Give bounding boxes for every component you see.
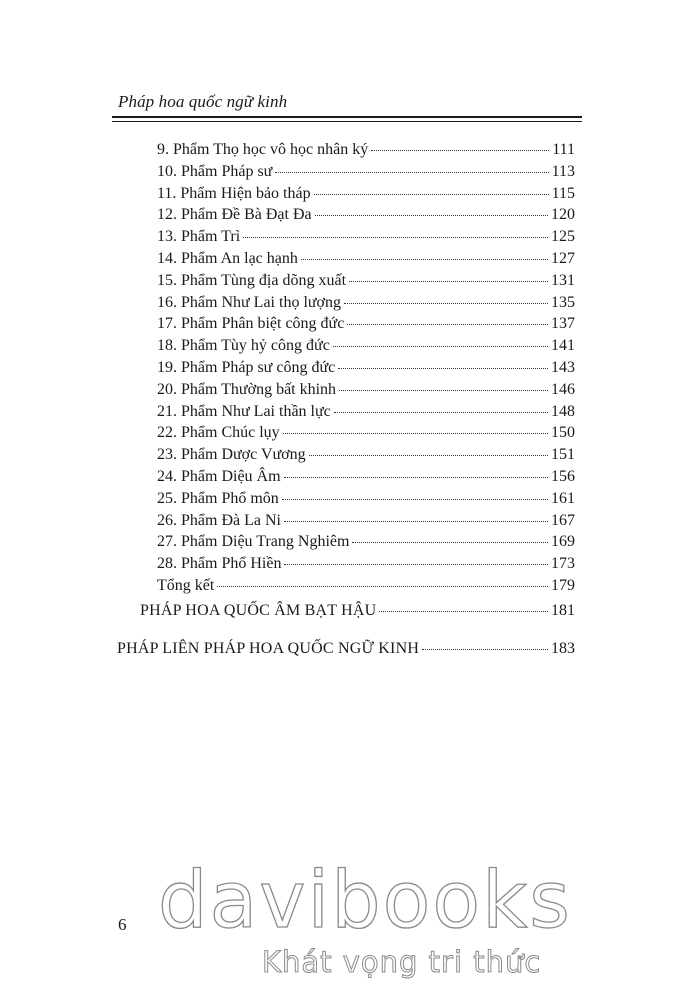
toc-entry (157, 424, 575, 446)
toc-entry (157, 315, 575, 337)
dot-leader (334, 412, 548, 413)
toc-entry (157, 446, 575, 468)
toc-entry-title: 22. Phẩm Chúc lụy (157, 424, 280, 442)
toc-entry-page: 141 (551, 337, 575, 355)
toc-entry-page: 115 (551, 184, 575, 202)
dot-leader (243, 237, 548, 238)
toc-entry-title: 21. Phẩm Như Lai thần lực (157, 402, 331, 420)
dot-leader (371, 150, 549, 151)
toc-entry-page: 137 (551, 315, 575, 333)
dot-leader (284, 564, 548, 565)
dot-leader (315, 215, 548, 216)
dot-leader (333, 346, 548, 347)
toc-entry-page: 151 (551, 446, 575, 464)
toc-entry-title: 28. Phẩm Phổ Hiền (157, 555, 282, 573)
toc-entry-title: 26. Phẩm Đà La Ni (157, 511, 281, 529)
toc-entry-page: 179 (551, 577, 575, 594)
toc-entry-page: 161 (551, 489, 575, 507)
dot-leader (338, 368, 548, 369)
toc-entry-page: 173 (551, 555, 575, 573)
toc-entry-page: 156 (551, 468, 575, 485)
toc-entry-page: 111 (552, 141, 575, 158)
toc-entry-page: 150 (551, 424, 575, 442)
toc-entry (157, 359, 575, 381)
toc-entry-title: 24. Phẩm Diệu Âm (157, 468, 281, 485)
toc-entry (157, 141, 575, 163)
dot-leader (217, 586, 548, 587)
toc-entry (157, 533, 575, 555)
toc-entry (157, 250, 575, 272)
toc-entry-title: 13. Phẩm Trì (157, 228, 241, 246)
dot-leader (301, 259, 548, 260)
toc-entry-page: 167 (551, 511, 575, 529)
toc-entry (157, 555, 575, 577)
toc-entry-title: 20. Phẩm Thường bất khinh (157, 380, 337, 398)
dot-leader (283, 433, 548, 434)
toc-entry (157, 206, 575, 228)
toc-entry (157, 294, 575, 316)
dot-leader (347, 324, 548, 325)
toc-entry-page: 120 (551, 206, 575, 224)
toc-entry (157, 577, 575, 599)
toc-entry-title: 14. Phẩm An lạc hạnh (157, 250, 298, 267)
toc-entry-title: 27. Phẩm Diệu Trang Nghiêm (157, 533, 350, 551)
toc-entry (157, 468, 575, 490)
toc-entry (157, 228, 575, 250)
dot-leader (309, 455, 548, 456)
toc-entry-page: 169 (551, 533, 575, 551)
toc-entry (157, 272, 575, 294)
dot-leader (275, 172, 548, 173)
toc-entry-page: 183 (551, 640, 575, 657)
toc-entry (157, 512, 575, 534)
watermark-tagline: Khát vọng tri thức (262, 945, 542, 979)
toc-entry-page: 181 (551, 602, 575, 619)
toc-entry-page: 135 (551, 293, 575, 311)
toc-entry-title: 25. Phẩm Phổ môn (157, 489, 279, 507)
toc-entry-page: 148 (551, 402, 575, 420)
toc-entry-page: 125 (551, 228, 575, 246)
page-number: 6 (118, 915, 127, 934)
toc-entry-title: 15. Phẩm Tùng địa dõng xuất (157, 271, 347, 289)
toc-entry-title: 19. Phẩm Pháp sư công đức (157, 359, 336, 376)
toc-entry-page: 113 (551, 162, 575, 180)
toc-entry-page: 127 (551, 250, 575, 267)
toc-entry-title: 18. Phẩm Tùy hỷ công đức (157, 337, 330, 355)
dot-leader (344, 303, 548, 304)
running-head: Pháp hoa quốc ngữ kinh (118, 92, 288, 111)
toc-entry (157, 403, 575, 425)
dot-leader (379, 611, 548, 612)
toc-entry (157, 381, 575, 403)
toc-entry (157, 163, 575, 185)
toc-entry-title: 10. Phẩm Pháp sư (157, 162, 273, 180)
dot-leader (352, 542, 548, 543)
toc-entry-title: 23. Phẩm Dược Vương (157, 446, 306, 464)
toc-section-entry (140, 602, 575, 624)
toc-entry-page: 143 (551, 359, 575, 376)
toc-entry-title: Tổng kết (157, 577, 215, 594)
toc-entry (157, 490, 575, 512)
toc-entry-title: 16. Phẩm Như Lai thọ lượng (157, 293, 342, 311)
toc-entry-page: 146 (551, 380, 575, 398)
dot-leader (282, 499, 548, 500)
dot-leader (314, 194, 549, 195)
toc-entry-title: PHÁP LIÊN PHÁP HOA QUỐC NGỮ KINH (117, 640, 420, 657)
dot-leader (422, 649, 548, 650)
dot-leader (349, 281, 548, 282)
toc-section-entry (117, 640, 575, 662)
dot-leader (284, 477, 548, 478)
toc-entry (157, 337, 575, 359)
toc-entry-title: 11. Phẩm Hiện bảo tháp (157, 184, 311, 202)
watermark-brand: davibooks (158, 856, 572, 946)
toc-entry-title: 12. Phẩm Đề Bà Đạt Đa (157, 206, 312, 224)
toc-entry-title: PHÁP HOA QUỐC ÂM BẠT HẬU (140, 602, 377, 619)
toc-entry-title: 9. Phẩm Thọ học vô học nhân ký (157, 141, 369, 158)
dot-leader (284, 521, 548, 522)
toc-entry-page: 131 (551, 271, 575, 289)
toc-entry-title: 17. Phẩm Phân biệt công đức (157, 315, 345, 333)
dot-leader (339, 390, 548, 391)
toc-entry (157, 185, 575, 207)
